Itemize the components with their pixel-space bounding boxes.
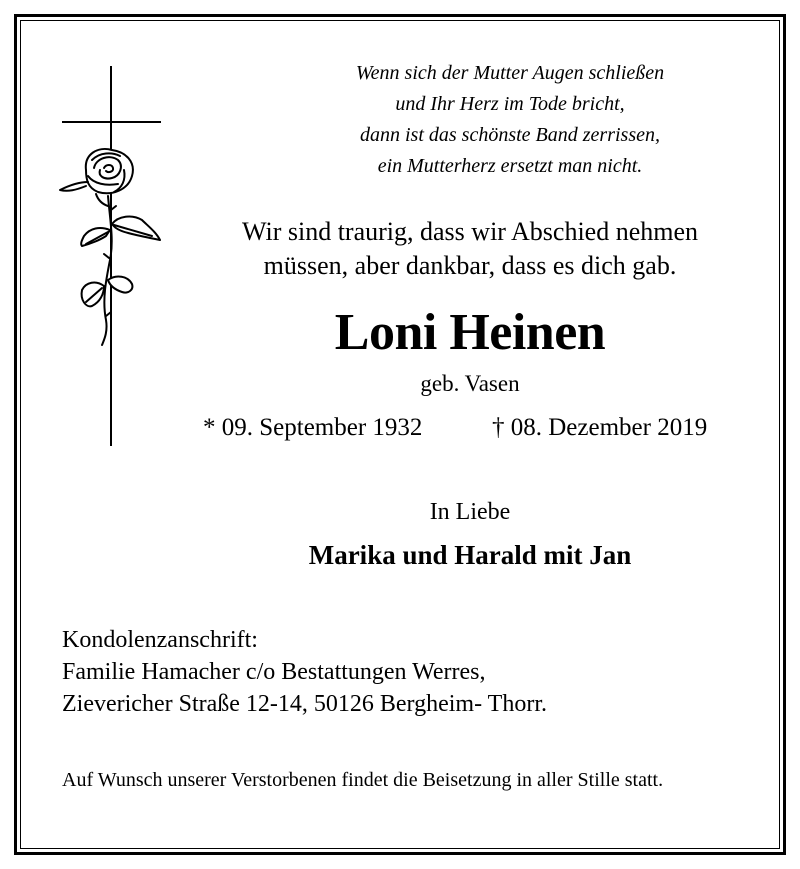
deceased-name: Loni Heinen bbox=[334, 304, 606, 361]
birth-date: * 09. September 1932 bbox=[203, 414, 423, 441]
poem bbox=[280, 58, 740, 182]
mourners-names: Marika und Harald mit Jan bbox=[308, 540, 632, 570]
burial-note: Auf Wunsch unserer Verstorbenen findet die Beisetzung in aller Stille statt. bbox=[62, 769, 664, 791]
intro-line: müssen, aber dankbar, dass es dich gab. bbox=[263, 251, 677, 280]
born-name: geb. Vasen bbox=[420, 371, 520, 396]
poem-line: dann ist das schönste Band zerrissen, bbox=[360, 124, 660, 146]
rose-icon bbox=[56, 140, 166, 350]
condolence-line: Zieverich​er Straße 12-14, 50126 Bergheim- Thorr. bbox=[62, 691, 547, 717]
condolence-line: Familie Hamacher c/o Bestattungen Werres, bbox=[62, 659, 486, 685]
poem-line: Wenn sich der Mutter Augen schließen bbox=[355, 62, 665, 84]
poem-line: und Ihr Herz im Tode bricht, bbox=[395, 93, 625, 115]
intro-line: Wir sind traurig, dass wir Abschied nehmen bbox=[241, 217, 699, 246]
intro-text bbox=[190, 215, 750, 283]
condolence-address bbox=[62, 624, 547, 720]
poem-line: ein Mutterherz ersetzt man nicht. bbox=[377, 155, 643, 177]
condolence-label: Kondolenzanschrift: bbox=[62, 627, 258, 653]
cross-horizontal-bar bbox=[62, 121, 161, 123]
death-date: † 08. Dezember 2019 bbox=[492, 414, 708, 441]
mourners-intro: In Liebe bbox=[429, 499, 511, 525]
